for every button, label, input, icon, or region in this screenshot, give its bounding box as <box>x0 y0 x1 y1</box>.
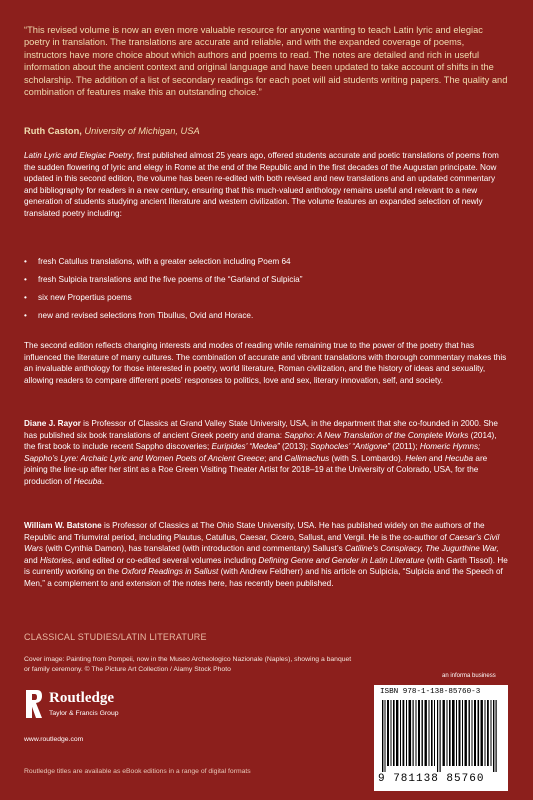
publisher-url[interactable]: www.routledge.com <box>24 736 84 743</box>
feature-list <box>24 255 509 327</box>
intro-text: , first published almost 25 years ago, offered students accurate and poetic translations of poems from the sudden flowering of lyric and elegy in Rome at the end of the Republic and in the first decades of the Augustan principate. Now updated in this second edition, the volume has been re-edited with both revised and new translations and an updated commentary and bibliography for readers in a new century, ensuring that this much-valued anthology remains useful and relevant to a new generation of students studying ancient literature and western civilization. The volume features an expanded selection of newly translated poetry including: <box>24 151 499 218</box>
author-name: Diane J. Rayor <box>24 419 81 428</box>
bio-text: (2011); <box>389 442 420 452</box>
subject-category: CLASSICAL STUDIES/LATIN LITERATURE <box>24 632 207 642</box>
informa-tagline: an informa business <box>442 673 496 679</box>
routledge-r-icon <box>24 688 44 720</box>
publisher-name: Routledge <box>49 690 114 706</box>
publisher-logo <box>24 688 184 728</box>
bio-text: are joining the line-up after her stint as a Roe Green Visiting Theater Artist for 2018–19 at the University of Colorado, USA, for the production of <box>24 453 488 486</box>
description-second-edition: The second edition reflects changing interests and modes of reading while remaining true to the power of the poetry that has influenced the literature of many cultures. The combination of accurate and vibrant translations with thorough commentary makes this an invaluable anthology for those interested in poetry, world literature, Roman civilization, and the history of ideas and sexuality, allowing readers to compare different poets’ responses to politics, love and sex, literary innovation, self, and society. <box>24 341 507 385</box>
reviewer-affiliation: University of Michigan, USA <box>81 126 200 136</box>
reviewer-name: Ruth Caston, <box>24 126 82 136</box>
bio-text: (with S. Lombardo). <box>329 453 406 463</box>
isbn-text: ISBN 978-1-138-85760-3 <box>380 688 481 696</box>
description-intro <box>24 150 509 220</box>
author-name: William W. Batstone <box>24 521 102 530</box>
list-item: • fresh Catullus translations, with a greater selection including Poem 64 <box>24 255 509 273</box>
list-item: • six new Propertius poems <box>24 291 509 309</box>
bio-text: is Professor of Classics at The Ohio State University, USA. He has published widely on the authors of the Republic and Triumviral period, including Plautus, Catullus, Caesar, Cicero, Sallust, and Vergil. He is the co-author of <box>24 521 485 542</box>
bio-text: (with Garth Tissol). He is currently working on the <box>24 555 508 577</box>
work-title: Hecuba <box>444 453 474 463</box>
list-item: • new and revised selections from Tibullus, Ovid and Horace. <box>24 309 509 327</box>
barcode-number: 9 781138 85760 <box>378 773 485 785</box>
bio-text: (with Cynthia Damon), has translated (with introduction and commentary) Sallust’s <box>42 544 345 554</box>
cover-image-credit: Cover image: Painting from Pompeii, now in the Museo Archeologico Nazionale (Naples), showing a banquet or family ceremony. © The Picture Art Collection / Alamy Stock Photo <box>24 656 352 673</box>
bio-text: is Professor of Classics at Grand Valley State University, USA, in the department that she co-founded in 2000. She has published six book translations of ancient Greek poetry and drama: <box>24 419 498 440</box>
bio-text: ; and <box>264 453 285 463</box>
author-bio-batstone <box>24 520 509 590</box>
work-title: Histories <box>39 555 72 565</box>
author-bio-rayor <box>24 418 509 488</box>
bio-text: . <box>101 476 105 486</box>
work-title: Sophocles’ “Antigone” <box>310 442 390 452</box>
bio-text: and <box>426 453 445 463</box>
bio-text: (2013); <box>279 442 311 452</box>
work-title: Defining Genre and Gender in Latin Literature <box>258 555 425 565</box>
work-title: Hecuba <box>73 476 102 486</box>
work-title: Helen <box>405 453 427 463</box>
work-title: Oxford Readings in Sallust <box>121 567 219 577</box>
isbn-barcode <box>374 685 508 791</box>
review-quote: “This revised volume is now an even more valuable resource for anyone wanting to teach Latin lyric and elegiac poetry in translation. The translations are accurate and reliable, and with the expanded coverage of poems, instructors have more choice about which authors and poems to read. The notes are detailed and rich in useful information about the ancient context and original language and have been updated to take account of shifts in the scholarship. The addition of a list of secondary readings for each poet will aid students writing papers. The quality and combination of features make this an outstanding choice.” <box>24 25 508 98</box>
review-attribution <box>24 126 200 136</box>
publisher-group: Taylor & Francis Group <box>49 710 119 717</box>
book-title: Latin Lyric and Elegiac Poetry <box>24 151 133 160</box>
barcode-bars <box>380 700 502 772</box>
work-title: Catiline’s Conspiracy, The Jugurthine War, <box>344 544 499 554</box>
bio-text: , and edited or co-edited several volumes including <box>71 555 259 565</box>
work-title: Sappho: A New Translation of the Complete Works <box>284 430 469 440</box>
work-title: Euripides’ “Medea” <box>211 442 280 452</box>
bio-text: and <box>24 555 40 565</box>
work-title: Callimachus <box>284 453 330 463</box>
ebook-note: Routledge titles are available as eBook editions in a range of digital formats <box>24 768 251 775</box>
list-item: • fresh Sulpicia translations and the five poems of the “Garland of Sulpicia” <box>24 273 509 291</box>
work-title: Caesar’s Civil Wars <box>24 532 500 554</box>
bio-text: (2014), the first book to include recent Sappho discoveries; <box>24 430 497 452</box>
work-title: Homeric Hymns; Sappho’s Lyre: Archaic Lyric and Women Poets of Ancient Greece <box>24 442 481 463</box>
bio-text: (with Andrew Feldherr) and his article on Sulpicia, “Sulpicia and the Speech of Men,” a complement to and extension of the notes here, has recently been published. <box>24 567 503 588</box>
